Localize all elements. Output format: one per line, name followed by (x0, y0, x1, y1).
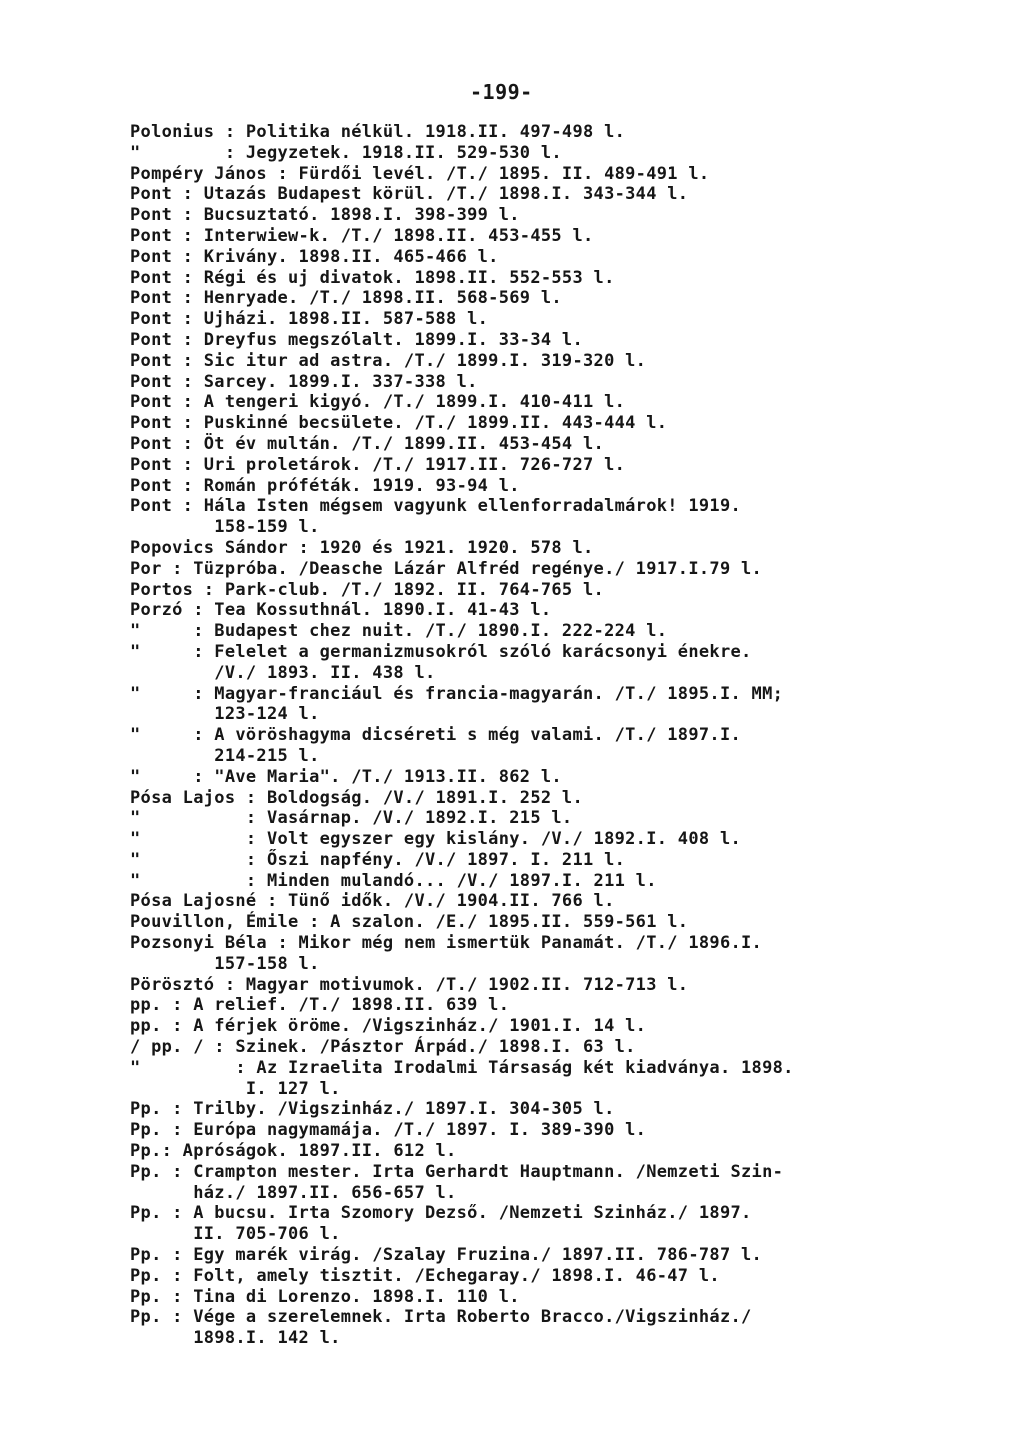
entry-line: Pont : Sarcey. 1899.I. 337-338 l. (130, 371, 478, 392)
entry-line: Pp. : Folt, amely tisztit. /Echegaray./ 1898.I. 46-47 l. (130, 1265, 720, 1286)
entry-line: Pont : Interwiew-k. /T./ 1898.II. 453-455 l. (130, 225, 594, 246)
entry-line: " : Minden mulandó... /V./ 1897.I. 211 l. (130, 870, 657, 891)
entry-line: Pont : Utazás Budapest körül. /T./ 1898.I. 343-344 l. (130, 184, 689, 205)
entry-line: " : Az Izraelita Irodalmi Társaság két kiadványa. 1898. (130, 1057, 794, 1078)
entry-line: Pont : Sic itur ad astra. /T./ 1899.I. 319-320 l. (130, 350, 647, 371)
entry-line: Polonius : Politika nélkül. 1918.II. 497-498 l. (130, 122, 626, 142)
entry-line: Pp. : Európa nagymamája. /T./ 1897. I. 389-390 l. (130, 1120, 647, 1141)
entry-line: Pompéry János : Fürdői levél. /T./ 1895. II. 489-491 l. (130, 163, 710, 184)
entry-line: Pont : Ujházi. 1898.II. 587-588 l. (130, 309, 489, 330)
entry-line: Pont : Henryade. /T./ 1898.II. 568-569 l. (130, 288, 562, 309)
entry-line: Pont : Dreyfus megszólalt. 1899.I. 33-34 l. (130, 329, 583, 350)
entry-line: Pont : Hála Isten mégsem vagyunk ellenforradalmárok! 1919. (130, 496, 742, 517)
page-number: -199- (470, 80, 533, 104)
entry-line: " : Vasárnap. /V./ 1892.I. 215 l. (130, 808, 573, 829)
entry-line: " : Budapest chez nuit. /T./ 1890.I. 222-224 l. (130, 621, 668, 642)
entry-line: 157-158 l. (130, 953, 320, 974)
entry-line: Pörösztó : Magyar motivumok. /T./ 1902.II. 712-713 l. (130, 974, 689, 995)
entry-line: Pósa Lajos : Boldogság. /V./ 1891.I. 252 l. (130, 787, 583, 808)
entry-line: / pp. / : Szinek. /Pásztor Árpád./ 1898.I. 63 l. (130, 1037, 636, 1058)
entry-line: Pont : Krivány. 1898.II. 465-466 l. (130, 246, 499, 267)
entry-line: " : "Ave Maria". /T./ 1913.II. 862 l. (130, 766, 562, 787)
entry-line: Pp. : Trilby. /Vigszinház./ 1897.I. 304-305 l. (130, 1099, 615, 1120)
entry-line: Portos : Park-club. /T./ 1892. II. 764-765 l. (130, 579, 605, 600)
entry-line: Pouvillon, Émile : A szalon. /E./ 1895.II. 559-561 l. (130, 912, 689, 933)
entry-line: " : Magyar-franciául és francia-magyarán. /T./ 1895.I. MM; (130, 683, 784, 704)
entry-line: pp. : A férjek öröme. /Vigszinház./ 1901.I. 14 l. (130, 1016, 647, 1037)
bibliography-entries (130, 122, 1010, 1349)
entry-line: 214-215 l. (130, 745, 320, 766)
entry-line: " : Jegyzetek. 1918.II. 529-530 l. (130, 142, 562, 163)
entry-line: Pont : A tengeri kigyó. /T./ 1899.I. 410-411 l. (130, 392, 626, 413)
entry-line: Pont : Régi és uj divatok. 1898.II. 552-553 l. (130, 267, 615, 288)
entry-line: Popovics Sándor : 1920 és 1921. 1920. 578 l. (130, 537, 594, 558)
entry-line: " : Őszi napfény. /V./ 1897. I. 211 l. (130, 849, 626, 870)
entry-line: " : A vöröshagyma dicséreti s még valami. /T./ 1897.I. (130, 725, 742, 746)
entry-line: Pont : Öt év multán. /T./ 1899.II. 453-454 l. (130, 433, 605, 454)
entry-line: 123-124 l. (130, 704, 320, 725)
entry-line: Pont : Román próféták. 1919. 93-94 l. (130, 475, 520, 496)
entry-line: 158-159 l. (130, 517, 320, 538)
entry-line: pp. : A relief. /T./ 1898.II. 639 l. (130, 995, 510, 1016)
entry-line: Pp. : Vége a szerelemnek. Irta Roberto Bracco./Vigszinház./ (130, 1307, 752, 1328)
entry-line: Pp. : Crampton mester. Irta Gerhardt Hauptmann. /Nemzeti Szin- (130, 1161, 784, 1182)
entry-line: Pozsonyi Béla : Mikor még nem ismertük Panamát. /T./ 1896.I. (130, 933, 763, 954)
entry-line: Pósa Lajosné : Tünő idők. /V./ 1904.II. 766 l. (130, 891, 615, 912)
entry-line: I. 127 l. (130, 1078, 341, 1099)
entry-line: Pont : Uri proletárok. /T./ 1917.II. 726-727 l. (130, 454, 626, 475)
entry-line: Porzó : Tea Kossuthnál. 1890.I. 41-43 l. (130, 600, 552, 621)
entry-line: " : Volt egyszer egy kislány. /V./ 1892.I. 408 l. (130, 829, 742, 850)
entry-line: Pp. : Tina di Lorenzo. 1898.I. 110 l. (130, 1286, 520, 1307)
entry-line: /V./ 1893. II. 438 l. (130, 662, 436, 683)
entry-line: Pont : Puskinné becsülete. /T./ 1899.II. 443-444 l. (130, 413, 668, 434)
entry-line: Por : Tüzpróba. /Deasche Lázár Alfréd regénye./ 1917.I.79 l. (130, 558, 763, 579)
entry-line: II. 705-706 l. (130, 1224, 341, 1245)
entry-line: Pont : Bucsuztató. 1898.I. 398-399 l. (130, 205, 520, 226)
entry-line: Pp. : Egy marék virág. /Szalay Fruzina./ 1897.II. 786-787 l. (130, 1245, 763, 1266)
entry-line: Pp.: Apróságok. 1897.II. 612 l. (130, 1141, 457, 1162)
entry-line: " : Felelet a germanizmusokról szóló karácsonyi énekre. (130, 641, 752, 662)
entry-line: Pp. : A bucsu. Irta Szomory Dezső. /Nemzeti Szinház./ 1897. (130, 1203, 752, 1224)
entry-line: ház./ 1897.II. 656-657 l. (130, 1182, 457, 1203)
entry-line: 1898.I. 142 l. (130, 1328, 341, 1349)
